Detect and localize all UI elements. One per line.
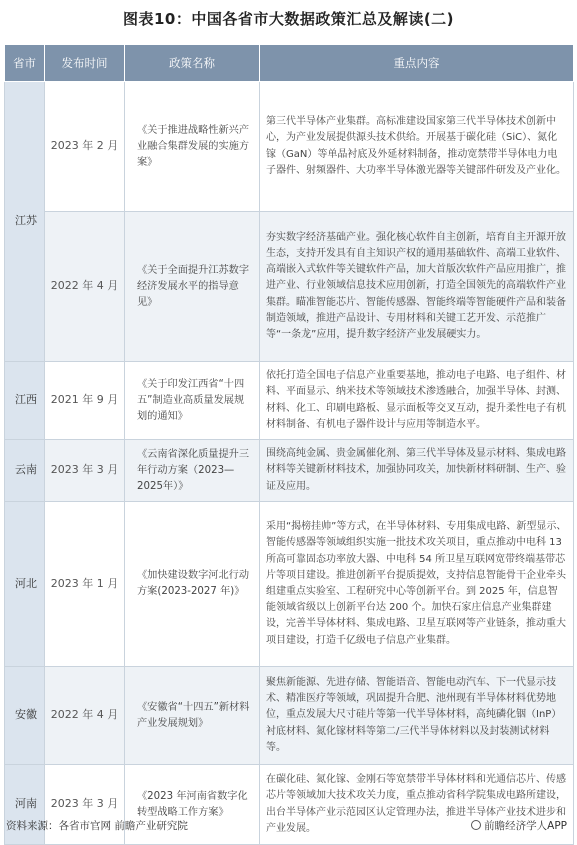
policy-cell: 《关于推进战略性新兴产业融合集群发展的实施方案》 bbox=[125, 82, 260, 212]
table-row bbox=[5, 212, 574, 362]
table-row bbox=[5, 502, 574, 667]
policy-cell: 《关于全面提升江苏数字经济发展水平的指导意见》 bbox=[125, 212, 260, 362]
date-cell: 2023 年 3 月 bbox=[45, 440, 125, 502]
date-cell: 2023 年 3 月 bbox=[45, 765, 125, 845]
date-cell: 2023 年 1 月 bbox=[45, 502, 125, 667]
header-policy: 政策名称 bbox=[125, 45, 260, 82]
table-row bbox=[5, 440, 574, 502]
policy-cell: 《安徽省“十四五”新材料产业发展规划》 bbox=[125, 667, 260, 765]
province-cell: 云南 bbox=[5, 440, 45, 502]
header-content: 重点内容 bbox=[260, 45, 574, 82]
source-note: 资料来源：各省市官网 前瞻产业研究院 bbox=[6, 820, 188, 832]
province-cell: 江苏 bbox=[5, 82, 45, 362]
date-cell: 2023 年 2 月 bbox=[45, 82, 125, 212]
date-cell: 2022 年 4 月 bbox=[45, 212, 125, 362]
date-cell: 2021 年 9 月 bbox=[45, 362, 125, 440]
date-cell: 2022 年 4 月 bbox=[45, 667, 125, 765]
header-date: 发布时间 bbox=[45, 45, 125, 82]
province-cell: 安徽 bbox=[5, 667, 45, 765]
province-cell: 河南 bbox=[5, 765, 45, 845]
content-cell: 第三代半导体产业集群。高标准建设国家第三代半导体技术创新中心，为产业发展提供源头技术供给。开展基于碳化硅（SiC）、氮化镓（GaN）等单晶衬底及外延材料制备，推动宽禁带半导体电力电子器件、射频器件、大功率半导体激光器等关键部件研发及产业化。 bbox=[260, 82, 574, 212]
content-cell: 围绕高纯金属、贵金属催化剂、第三代半导体及显示材料、集成电路材料等关键新材料技术，加强协同攻关，加快新材料研制、生产、验证及应用。 bbox=[260, 440, 574, 502]
policy-table bbox=[4, 44, 574, 845]
province-cell: 河北 bbox=[5, 502, 45, 667]
content-cell: 采用“揭榜挂帅”等方式，在半导体材料、专用集成电路、新型显示、智能传感器等领域组织实施一批技术攻关项目，重点推动中电科 13 所高可靠固态功率放大器、中电科 54 所卫星互联网宽带终端基带芯片等项目建设。推进创新平台提质提效，支持信息智能骨干企业牵头组建重点实验室、工程研究中心等创新平台。到 2025 年，信息智能领域省级以上创新平台达 200 个。加快石家庄信息产业集群建设，完善半导体材料、集成电路、卫星互联网等产业链条，推动重大项目建设，打造千亿级电子信息产业集群。 bbox=[260, 502, 574, 667]
footer bbox=[6, 818, 571, 833]
content-cell: 在碳化硅、氮化镓、金刚石等宽禁带半导体材料和光通信芯片、传感芯片等领域加大技术攻关力度，重点推动省科学院集成电路所建设，出台半导体产业示范园区认定管理办法，推进半导体产业技术进步和产业发展。 bbox=[260, 765, 574, 845]
content-cell: 依托打造全国电子信息产业重要基地，推动电子电路、电子组件、材料、平面显示、纳米技术等领域技术渗透融合，加强半导体、封测、材料、化工、印刷电路板、显示面板等交叉互动，提升柔性电子有机材料制备、有机电子器件设计与应用等制造水平。 bbox=[260, 362, 574, 440]
brand-logo-icon bbox=[471, 820, 481, 830]
content-cell: 聚焦新能源、先进存储、智能语音、智能电动汽车、下一代显示技术、精准医疗等领域，巩固提升合肥、池州现有半导体材料优势地位，重点发展大尺寸硅片等第一代半导体材料，高纯磷化铟（InP）衬底材料、氮化镓材料等第二/三代半导体材料以及封装测试材料等。 bbox=[260, 667, 574, 765]
table-row bbox=[5, 362, 574, 440]
table-header-row bbox=[5, 45, 574, 82]
province-cell: 江西 bbox=[5, 362, 45, 440]
page-title: 图表10：中国各省市大数据政策汇总及解读(二) bbox=[122, 10, 455, 28]
header-province: 省市 bbox=[5, 45, 45, 82]
content-cell: 夯实数字经济基础产业。强化核心软件自主创新，培育自主开源开放生态，支持开发具有自主知识产权的通用基础软件、高端工业软件、高端嵌入式软件等关键软件产品，加大首版次软件产品应用推广，推进产业、行业领域信息技术应用创新，打造全国领先的高端软件产业集群。瞄准智能芯片、智能传感器、智能终端等智能硬件产品和装备制造领域，推进产品设计、专用材料和关键工艺开发、示范推广等“一条龙”应用，提升数字经济产业发展硬实力。 bbox=[260, 212, 574, 362]
table-row bbox=[5, 667, 574, 765]
policy-cell: 《云南省深化质量提升三年行动方案（2023—2025年）》 bbox=[125, 440, 260, 502]
brand-credit bbox=[471, 818, 567, 833]
policy-cell: 《关于印发江西省“十四五”制造业高质量发展规划的通知》 bbox=[125, 362, 260, 440]
policy-cell: 《加快建设数字河北行动方案(2023-2027 年)》 bbox=[125, 502, 260, 667]
policy-cell: 《2023 年河南省数字化转型战略工作方案》 bbox=[125, 765, 260, 845]
table-row bbox=[5, 82, 574, 212]
brand-name: 前瞻经济学人APP bbox=[484, 820, 567, 832]
